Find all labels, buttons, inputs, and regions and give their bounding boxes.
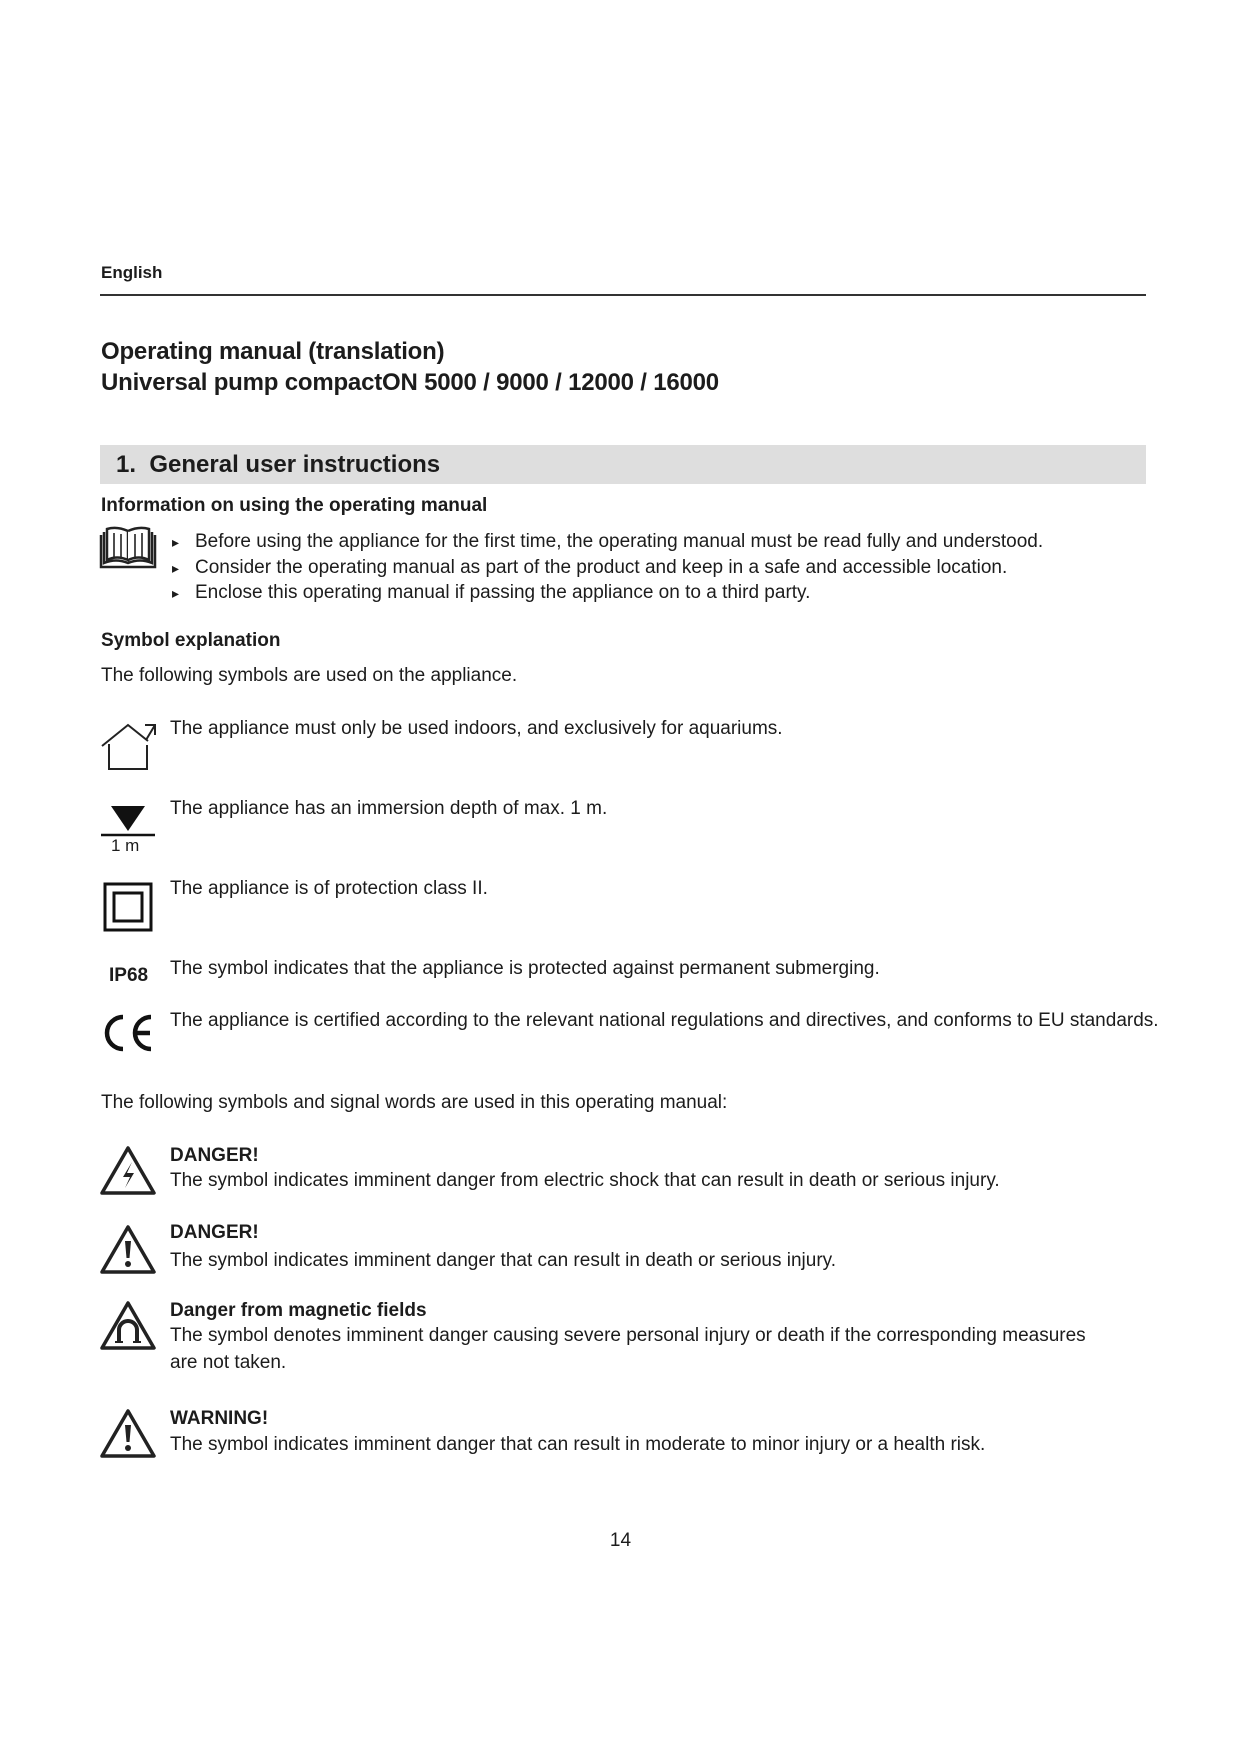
symbol-text: The appliance is certified according to the relevant national regulations and directives, and conforms to EU standards. (170, 1010, 1159, 1031)
electric-shock-warning-icon (99, 1145, 157, 1196)
section-title: General user instructions (149, 451, 441, 478)
immersion-depth-label: 1 m (111, 836, 140, 855)
list-item: ▸ Enclose this operating manual if passing the appliance on to a third party. (168, 582, 1043, 608)
symbol-text: The appliance has an immersion depth of max. 1 m. (170, 798, 608, 819)
book-icon (99, 527, 157, 569)
header-rule (100, 294, 1146, 296)
signal-word: DANGER! (170, 1222, 259, 1243)
protection-class-ii-icon (103, 882, 153, 932)
signal-description: The symbol indicates imminent danger from electric shock that can result in death or serious injury. (170, 1170, 1000, 1191)
signal-description: The symbol indicates imminent danger that can result in death or serious injury. (170, 1250, 837, 1271)
warning-icon (99, 1408, 157, 1459)
danger-warning-icon (99, 1224, 157, 1275)
ce-mark-icon (101, 1013, 157, 1053)
manual-info-list (168, 531, 1043, 608)
section-number: 1. (116, 451, 137, 478)
symbol-explanation-intro: The following symbols are used on the appliance. (101, 665, 518, 686)
list-item: ▸ Consider the operating manual as part of the product and keep in a safe and accessible location. (168, 557, 1043, 583)
symbol-text: The appliance must only be used indoors, and exclusively for aquariums. (170, 718, 783, 739)
section-heading (116, 451, 440, 479)
list-item: ▸ Before using the appliance for the first time, the operating manual must be read fully and understood. (168, 531, 1043, 557)
document-subtitle: Universal pump compactON 5000 / 9000 / 12000 / 16000 (101, 369, 719, 396)
signal-word: Danger from magnetic fields (170, 1300, 427, 1321)
language-label: English (101, 263, 163, 282)
page-number: 14 (609, 1530, 632, 1551)
signal-description: The symbol indicates imminent danger that can result in moderate to minor injury or a health risk. (170, 1434, 986, 1455)
magnetic-field-warning-icon (99, 1300, 157, 1351)
document-title: Operating manual (translation) (101, 338, 445, 365)
signal-word: DANGER! (170, 1145, 259, 1166)
ip68-label: IP68 (109, 965, 149, 986)
signal-word: WARNING! (170, 1408, 269, 1429)
signal-words-intro: The following symbols and signal words are used in this operating manual: (101, 1092, 728, 1113)
manual-info-heading: Information on using the operating manual (101, 495, 488, 516)
signal-description: The symbol denotes imminent danger causing severe personal injury or death if the corresponding measures are not taken. (170, 1325, 1086, 1373)
indoor-house-icon (99, 722, 157, 772)
symbol-explanation-heading: Symbol explanation (101, 630, 281, 651)
symbol-text: The appliance is of protection class II. (170, 878, 488, 899)
symbol-text: The symbol indicates that the appliance is protected against permanent submerging. (170, 958, 880, 979)
